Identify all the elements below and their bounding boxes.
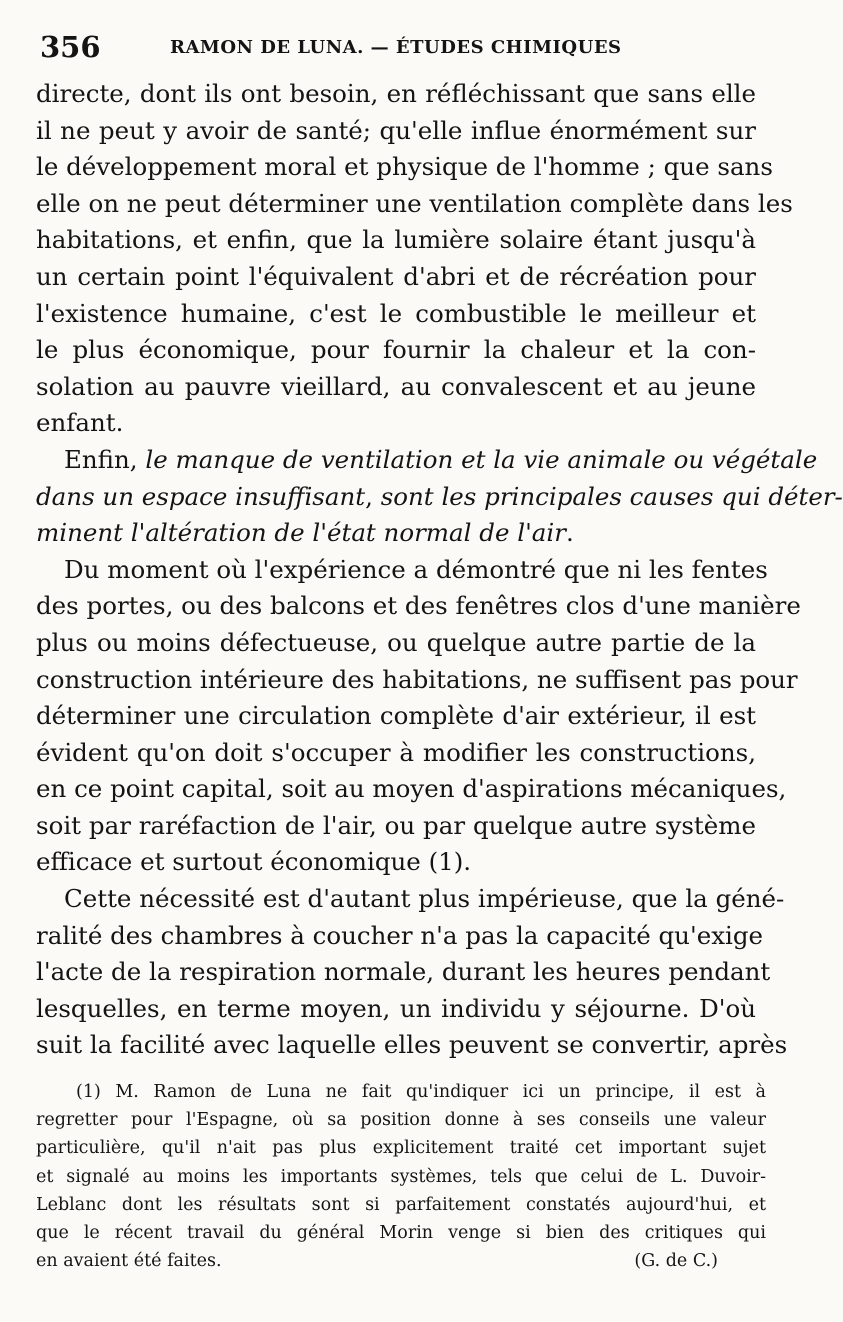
footnote-line: particulière, qu'il n'ait pas plus explicitement traité cet important sujet — [36, 1138, 766, 1159]
text-line: il ne peut y avoir de santé; qu'elle influe énormément sur — [36, 115, 756, 145]
text-line-italic: minent l'altération de l'état normal de l'air. — [36, 518, 574, 548]
text-line-italic: dans un espace insuffisant, sont les principales causes qui déter- — [36, 481, 843, 511]
page-header — [40, 30, 760, 70]
footnote-line: (1) M. Ramon de Luna ne fait qu'indiquer ici un principe, il est à — [76, 1082, 766, 1102]
text-line: déterminer une circulation complète d'air extérieur, il est — [36, 701, 756, 731]
text-line: Du moment où l'expérience a démontré que ni les fentes — [64, 554, 768, 584]
footnote-last-line — [36, 1247, 766, 1275]
text-line: l'acte de la respiration normale, durant les heures pendant — [36, 957, 771, 987]
text-line: directe, dont ils ont besoin, en réfléchissant que sans elle — [36, 79, 756, 108]
text-line: efficace et surtout économique (1). — [36, 847, 472, 877]
footnote-line: regretter pour l'Espagne, où sa position donne à ses conseils une valeur — [36, 1110, 766, 1131]
text-line: enfant. — [36, 408, 124, 438]
footnote-signature: (G. de C.) — [634, 1251, 718, 1272]
text-line: suit la facilité avec laquelle elles peuvent se convertir, après — [36, 1030, 788, 1060]
text-line: un certain point l'équivalent d'abri et de récréation pour — [36, 261, 756, 291]
text-line: Cette nécessité est d'autant plus impérieuse, que la géné- — [64, 884, 785, 914]
footnote-line: Leblanc dont les résultats sont si parfaitement constatés aujourd'hui, et — [36, 1194, 766, 1215]
page-number: 356 — [40, 30, 101, 64]
text-line: évident qu'on doit s'occuper à modifier les constructions, — [36, 737, 756, 767]
text-line: construction intérieure des habitations, ne suffisent pas pour — [36, 664, 798, 694]
text-line: solation au pauvre vieillard, au convalescent et au jeune — [36, 371, 756, 401]
text-line: ralité des chambres à coucher n'a pas la capacité qu'exige — [36, 920, 764, 950]
text-line: le plus économique, pour fournir la chaleur et la con- — [36, 335, 756, 365]
footnote — [36, 1078, 766, 1275]
text-line: l'existence humaine, c'est le combustible le meilleur et — [36, 298, 756, 328]
text-line: lesquelles, en terme moyen, un individu y séjourne. D'où — [36, 993, 756, 1023]
text-line: soit par raréfaction de l'air, ou par quelque autre système — [36, 810, 756, 840]
footnote-line: et signalé au moins les importants systèmes, tels que celui de L. Duvoir- — [36, 1166, 766, 1187]
text-line: elle on ne peut déterminer une ventilation complète dans les — [36, 188, 793, 218]
text-line: le développement moral et physique de l'homme ; que sans — [36, 152, 773, 182]
footnote-line: en avaient été faites. — [36, 1251, 222, 1272]
text-line-italic: Enfin, le manque de ventilation et la vie animale ou végétale — [64, 444, 818, 474]
text-line: des portes, ou des balcons et des fenêtres clos d'une manière — [36, 591, 801, 621]
text-line: en ce point capital, soit au moyen d'aspirations mécaniques, — [36, 774, 787, 804]
main-text — [36, 76, 843, 1064]
footnote-line: que le récent travail du général Morin venge si bien des critiques qui — [36, 1222, 766, 1243]
running-title: RAMON DE LUNA. — ÉTUDES CHIMIQUES — [170, 37, 622, 58]
text-line: habitations, et enfin, que la lumière solaire étant jusqu'à — [36, 225, 756, 255]
text-line: plus ou moins défectueuse, ou quelque autre partie de la — [36, 627, 756, 657]
